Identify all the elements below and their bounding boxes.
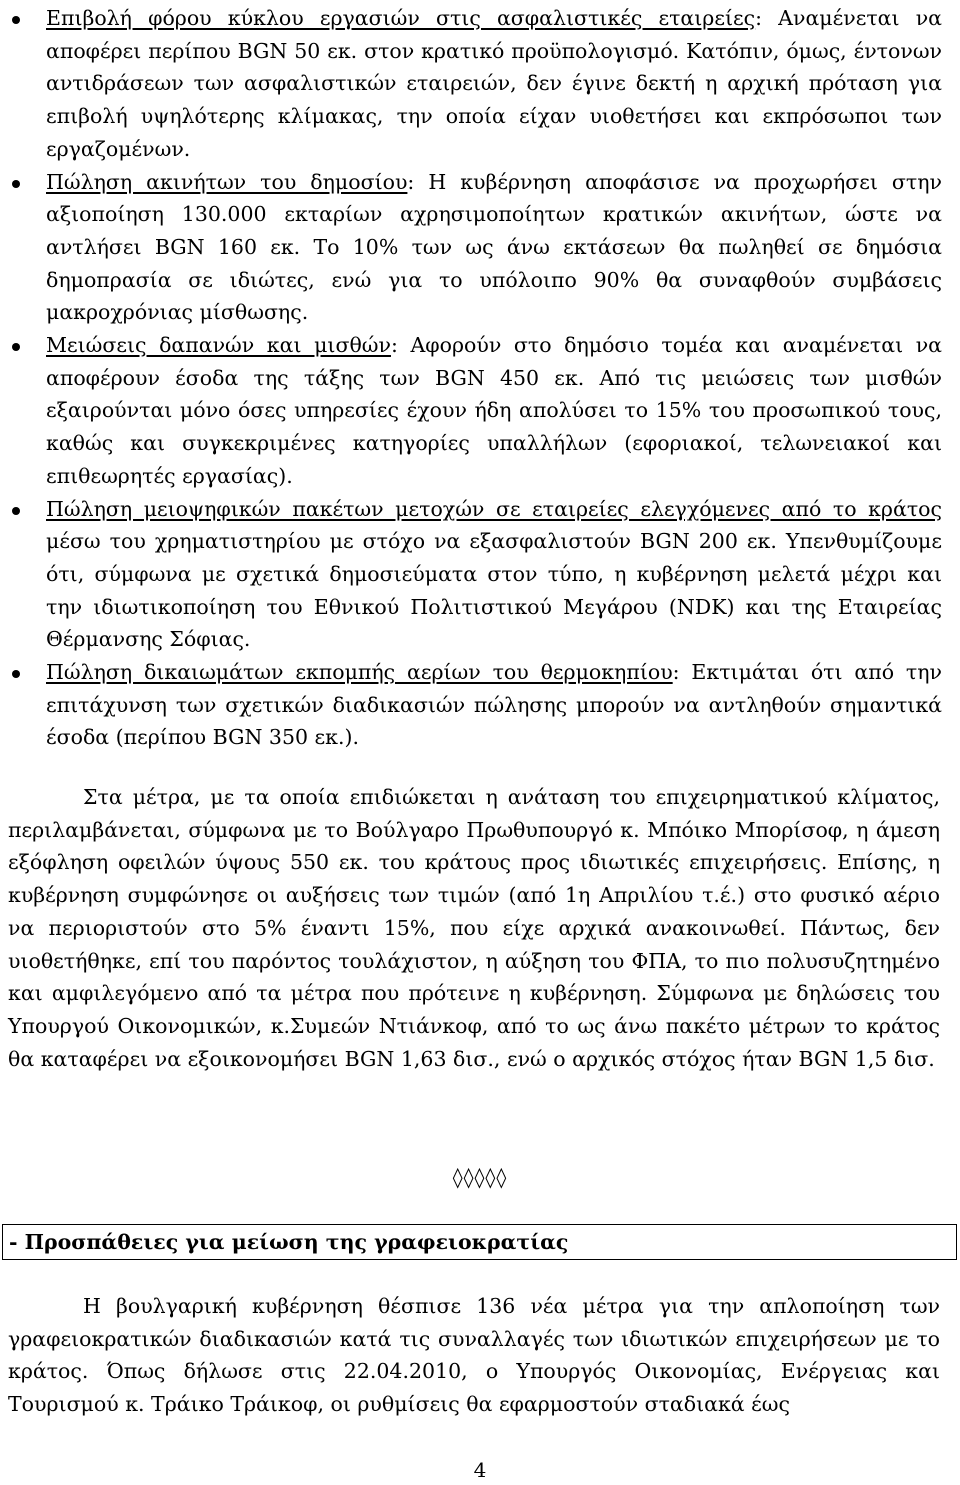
item-title: Πώληση δικαιωμάτων εκπομπής αερίων του θερμοκηπίου xyxy=(46,660,673,685)
bullet-icon xyxy=(12,507,20,515)
list-item xyxy=(0,493,960,657)
item-text: : Εκτιμάται ότι από την επιτάχυνση των σχετικών διαδικασιών πώλησης μπορούν να αντληθούν σημαντικά έσοδα (περίπου BGN 350 εκ.). xyxy=(46,660,943,750)
section-separator: ◊◊◊◊◊ xyxy=(452,1165,508,1189)
bullet-icon xyxy=(12,343,20,351)
item-title: Πώληση ακινήτων του δημοσίου xyxy=(46,169,408,194)
body-paragraph: Στα μέτρα, με τα οποία επιδιώκεται η ανάταση του επιχειρηματικού κλίματος, περιλαμβάνεται, σύμφωνα με το Βούλγαρο Πρωθυπουργό κ. Μπόικο Μπορίσοφ, η άμεση εξόφληση οφειλών ύψους 550 εκ. του κράτους προς ιδιωτικές επιχειρήσεις. Επίσης, η κυβέρνηση συμφώνησε οι αυξήσεις των τιμών (από 1η Απριλίου τ.έ.) στο φυσικό αέριο να περιοριστούν στο 5% έναντι 15%, που είχε αρχικά ανακοινωθεί. Πάντως, δεν υιοθετήθηκε, επί του παρόντος τουλάχιστον, η αύξηση του ΦΠΑ, το πιο πολυσυζητημένο και αμφιλεγόμενο από τα μέτρα που πρότεινε η κυβέρνηση. Σύμφωνα με δηλώσεις του Υπουργού Οικονομικών, κ.Συμεών Ντιάνκοφ, από το ως άνω πακέτο μέτρων το κράτος θα καταφέρει να εξοικονομήσει BGN 1,63 δισ., ενώ ο αρχικός στόχος ήταν BGN 1,5 δισ. xyxy=(8,785,940,1071)
list-item xyxy=(0,329,960,493)
item-text: : Αναμένεται να αποφέρει περίπου BGN 50 εκ. στον κρατικό προϋπολογισμό. Κατόπιν, όμως, έντονων αντιδράσεων των ασφαλιστικών εταιρειών, δεν έγινε δεκτή η αρχική πρόταση για επιβολή υψηλότερης κλίμακας, την οποία είχαν υιοθετήσει και εκπρόσωποι των εργαζομένων. xyxy=(46,6,942,161)
bullet-icon xyxy=(12,180,20,188)
page-number: 4 xyxy=(473,1458,487,1482)
item-title: Επιβολή φόρου κύκλου εργασιών στις ασφαλιστικές εταιρείες xyxy=(46,6,756,30)
list-item xyxy=(0,166,960,330)
bullet-icon xyxy=(12,16,20,24)
list-item xyxy=(0,656,960,754)
item-text: μέσω του χρηματιστηρίου με στόχο να εξασφαλιστούν BGN 200 εκ. Υπενθυμίζουμε ότι, σύμφωνα με σχετικά δημοσιεύματα στον τύπο, η κυβέρνηση μελετά μέχρι και την ιδιωτικοποίηση του Εθνικού Πολιτιστικού Μεγάρου (NDK) και της Εταιρείας Θέρμανσης Σόφιας. xyxy=(46,529,942,652)
section-heading-box xyxy=(2,1224,957,1260)
item-text: : Η κυβέρνηση αποφάσισε να προχωρήσει στην αξιοποίηση 130.000 εκταρίων αχρησιμοποίητων κρατικών ακινήτων, ώστε να αντλήσει BGN 160 εκ. Το 10% των ως άνω εκτάσεων θα πωληθεί σε δημόσια δημοπρασία σε ιδιώτες, ενώ για το υπόλοιπο 90% θα συναφθούν συμβάσεις μακροχρόνιας μίσθωσης. xyxy=(46,169,942,325)
section-paragraph: Η βουλγαρική κυβέρνηση θέσπισε 136 νέα μέτρα για την απλοποίηση των γραφειοκρατικών διαδικασιών κατά τις συναλλαγές των ιδιωτικών επιχειρήσεων με το κράτος. Όπως δήλωσε στις 22.04.2010, ο Υπουργός Οικονομίας, Ενέργειας και Τουρισμού κ. Τράικο Τράικοφ, οι ρυθμίσεις θα εφαρμοστούν σταδιακά έως xyxy=(8,1294,940,1417)
item-text: : Αφορούν στο δημόσιο τομέα και αναμένεται να αποφέρουν έσοδα της τάξης των BGN 450 εκ. Από τις μειώσεις των μισθών εξαιρούνται μόνο όσες υπηρεσίες έχουν ήδη απολύσει το 15% του προσωπικού τους, καθώς και συγκεκριμένες κατηγορίες υπαλλήλων (εφοριακοί, τελωνειακοί και επιθεωρητές εργασίας). xyxy=(46,333,942,488)
list-item xyxy=(0,2,960,166)
measures-list xyxy=(0,2,960,754)
item-title: Μειώσεις δαπανών και μισθών xyxy=(46,333,391,358)
item-title: Πώληση μειοψηφικών πακέτων μετοχών σε εταιρείες ελεγχόμενες από το κράτος xyxy=(46,496,942,521)
section-title: - Προσπάθειες για μείωση της γραφειοκρατίας xyxy=(9,1230,569,1254)
bullet-icon xyxy=(12,670,20,678)
